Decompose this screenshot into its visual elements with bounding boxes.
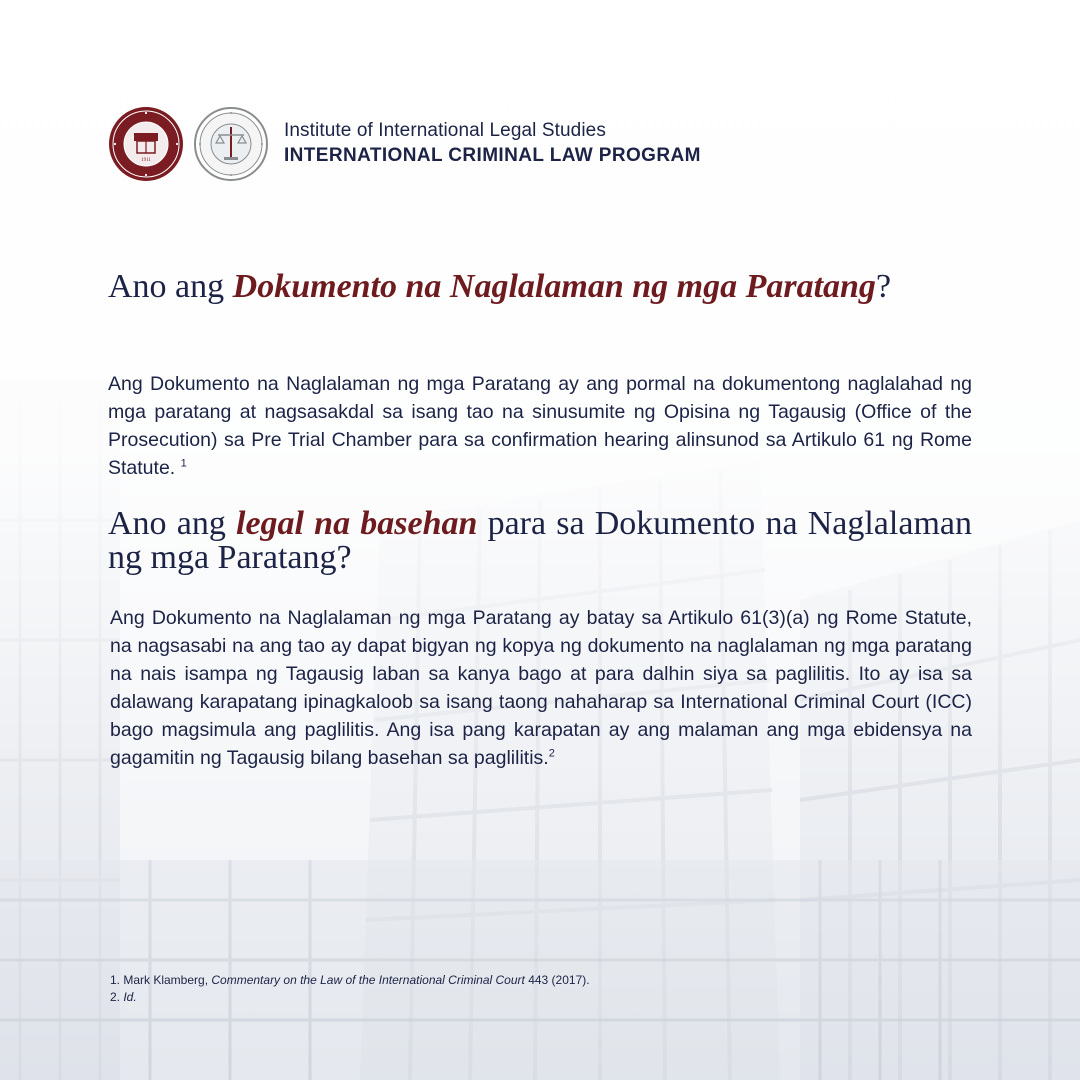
question-2-emphasis: legal na basehan bbox=[236, 505, 478, 542]
answer-1-text: Ang Dokumento na Naglalaman ng mga Paratang ay ang pormal na dokumentong naglalahad ng mga paratang at nagsasakdal sa isang tao na sinusumite ng Opisina ng Tagausig (Office of the Prosecution) sa Pre Trial Chamber para sa confirmation hearing alinsunod sa Artikulo 61 ng Rome Statute. bbox=[108, 373, 972, 479]
footnote-1-suffix: 443 (2017). bbox=[524, 973, 590, 987]
footnote-1-title: Commentary on the Law of the International Criminal Court bbox=[211, 973, 525, 987]
question-2-suffix: para sa Dokumento na Naglalaman ng mga Paratang? bbox=[108, 505, 972, 576]
question-2-prefix: Ano ang bbox=[108, 505, 236, 542]
footnote-2-prefix: 2. bbox=[110, 990, 124, 1004]
footnote-ref-1: 1 bbox=[180, 457, 187, 470]
up-law-center-seal-icon bbox=[194, 107, 268, 181]
program-name: INTERNATIONAL CRIMINAL LAW PROGRAM bbox=[284, 145, 701, 166]
answer-2-paragraph bbox=[110, 604, 972, 772]
question-1-prefix: Ano ang bbox=[108, 268, 233, 305]
svg-text:1911: 1911 bbox=[141, 158, 151, 163]
footnote-ref-2: 2 bbox=[548, 747, 555, 760]
question-1-heading bbox=[108, 270, 972, 304]
footnote-2-title: Id. bbox=[123, 990, 137, 1004]
footnote-1-prefix: 1. Mark Klamberg, bbox=[110, 973, 212, 987]
footnote-1 bbox=[110, 972, 590, 989]
answer-2-text: Ang Dokumento na Naglalaman ng mga Paratang ay batay sa Artikulo 61(3)(a) ng Rome Statute, na nagsasabi na ang tao ay dapat bigyan ng kopya ng dokumento na naglalaman ng mga paratang na nais isampa ng Tagausig laban sa kanya bago at para dalhin siya sa paglilitis. Ito ay isa sa dalawang karapatang ipinagkaloob sa isang taong nahaharap sa International Criminal Court (ICC) bago magsimula ang paglilitis. Ang isa pang karapatan ay ang malaman ang mga ebidensya na gagamitin ng Tagausig bilang basehan sa paglilitis. bbox=[110, 607, 972, 769]
question-1-suffix: ? bbox=[875, 268, 892, 305]
answer-1-paragraph bbox=[108, 370, 972, 482]
footnote-2 bbox=[110, 989, 590, 1006]
question-2-heading bbox=[108, 507, 972, 575]
institute-name: Institute of International Legal Studies bbox=[284, 120, 606, 141]
up-college-of-law-seal-icon bbox=[108, 106, 184, 182]
question-1-emphasis: Dokumento na Naglalaman ng mga Paratang bbox=[232, 268, 876, 305]
header-text bbox=[284, 120, 701, 167]
footnotes bbox=[110, 972, 590, 1006]
header bbox=[108, 106, 808, 182]
